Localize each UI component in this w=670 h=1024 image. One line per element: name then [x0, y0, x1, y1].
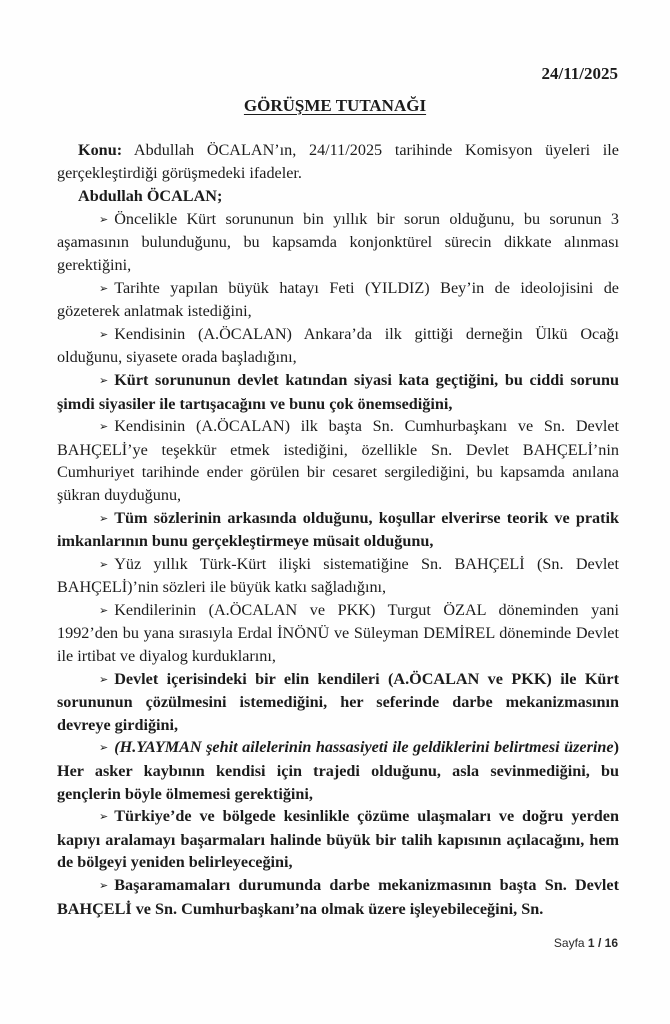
subject-label: Konu:: [78, 141, 123, 159]
page-current: 1: [587, 936, 595, 950]
page-total: 16: [604, 936, 618, 950]
subject-text: Abdullah ÖCALAN’ın, 24/11/2025 tarihinde Komisyon üyeleri ile gerçekleştirdiği görüşmedeki ifadeler.: [57, 141, 619, 182]
page-separator: /: [597, 936, 602, 950]
arrow-bullet-icon: ➢: [99, 420, 109, 434]
statement-text: Kendilerinin (A.ÖCALAN ve PKK) Turgut ÖZAL döneminden yani 1992’den bu yana sırasıyla Erdal İNÖNÜ ve Süleyman DEMİREL döneminde Devlet ile irtibat ve diyalog kurduklarını,: [57, 600, 619, 666]
statement-item: [57, 805, 619, 874]
arrow-bullet-icon: ➢: [99, 212, 109, 226]
speaker-heading: Abdullah ÖCALAN;: [78, 187, 223, 206]
statement-item: [57, 668, 619, 737]
statement-list: [57, 208, 619, 920]
arrow-bullet-icon: ➢: [99, 672, 109, 686]
statement-item: [57, 369, 619, 415]
arrow-bullet-icon: ➢: [99, 603, 109, 617]
statement-text: ) Her asker kaybının kendisi için trajedi olduğunu, asla sevinmediğini, bu gençlerin böyle ölmemesi gerektiğini,: [57, 738, 619, 803]
statement-item: [57, 323, 619, 369]
subject-paragraph: [57, 139, 619, 184]
statement-text: Türkiye’de ve bölgede kesinlikle çözüme ulaşmaları ve doğru yerden kapıyı aralamayı başarmaları halinde büyük bir talih kapısının açılacağını, hem de bölgeyi yeniden belirleyeceğini,: [57, 807, 619, 872]
statement-item: [57, 415, 619, 506]
arrow-bullet-icon: ➢: [99, 281, 109, 295]
arrow-bullet-icon: ➢: [99, 327, 109, 341]
arrow-bullet-icon: ➢: [99, 373, 109, 387]
page-label: Sayfa: [553, 936, 585, 950]
document-body: [57, 139, 619, 920]
arrow-bullet-icon: ➢: [99, 741, 109, 755]
document-title: GÖRÜŞME TUTANAĞI: [243, 96, 427, 115]
statement-text: Başaramamaları durumunda darbe mekanizmasının başta Sn. Devlet BAHÇELİ ve Sn. Cumhurbaşkanı’na olmak üzere işleyebileceğini, Sn.: [57, 876, 619, 918]
statement-text: Kendisinin (A.ÖCALAN) Ankara’da ilk gittiği derneğin Ülkü Ocağı olduğunu, siyasete orada başladığını,: [57, 324, 619, 367]
statement-text: Tüm sözlerinin arkasında olduğunu, koşullar elverirse teorik ve pratik imkanlarının bunu gerçekleştirmeye müsait olduğunu,: [57, 508, 619, 551]
statement-item: [57, 507, 619, 553]
statement-italic-note: (H.YAYMAN şehit ailelerinin hassasiyeti ile geldiklerini belirtmesi üzerine: [114, 738, 614, 757]
statement-text: Devlet içerisindeki bir elin kendileri (A.ÖCALAN ve PKK) ile Kürt sorununun çözülmesini istemediğini, her seferinde darbe mekanizmasının devreye girdiğini,: [57, 669, 619, 734]
statement-text: Tarihte yapılan büyük hatayı Feti (YILDIZ) Bey’in de ideolojisini de gözeterek anlatmak istediğini,: [57, 278, 619, 321]
statement-item: [57, 599, 619, 668]
statement-text: Öncelikle Kürt sorununun bin yıllık bir sorun olduğunu, bu sorunun 3 aşamasının bulunduğunu, bu kapsamda konjonktürel sürecin dikkate alınması gerektiğini,: [57, 209, 619, 274]
arrow-bullet-icon: ➢: [99, 557, 109, 571]
page-number: [554, 936, 618, 950]
arrow-bullet-icon: ➢: [99, 879, 109, 892]
statement-text: Yüz yıllık Türk-Kürt ilişki sistematiğine Sn. BAHÇELİ (Sn. Devlet BAHÇELİ)’nin sözleri ile büyük katkı sağladığını,: [57, 554, 619, 597]
document-date: 24/11/2025: [541, 64, 618, 83]
arrow-bullet-icon: ➢: [99, 810, 109, 824]
statement-item: [57, 874, 619, 920]
statement-text: Kürt sorununun devlet katından siyasi kata geçtiğini, bu ciddi sorunu şimdi siyasiler ile tartışacağını ve bunu çok önemsediğini,: [57, 370, 619, 413]
statement-text: Kendisinin (A.ÖCALAN) ilk başta Sn. Cumhurbaşkanı ve Sn. Devlet BAHÇELİ’ye teşekkür etmek istediğini, özellikle Sn. Devlet BAHÇELİ’nin Cumhuriyet tarihinde ender görülen bir cesaret sergilediğini, bu kapsamda anılana şükran duyduğunu,: [57, 417, 619, 504]
statement-item: [57, 208, 619, 277]
statement-item: [57, 277, 619, 323]
statement-item: [57, 553, 619, 599]
arrow-bullet-icon: ➢: [99, 511, 109, 525]
statement-item: [57, 736, 619, 805]
